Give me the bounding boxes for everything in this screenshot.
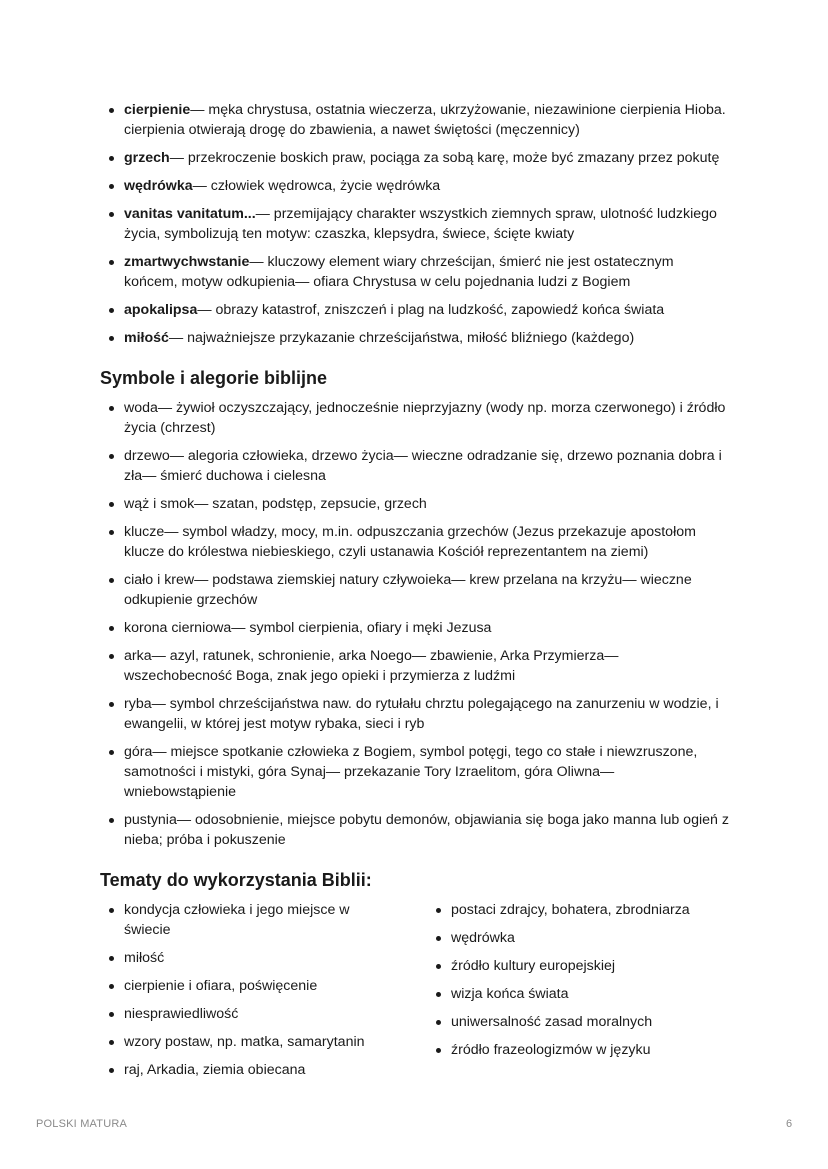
topics-columns [100,900,730,1088]
symbols-heading: Symbole i alegorie biblijne [100,368,328,388]
motif-item [100,252,730,292]
motif-term: cierpienie [124,102,191,118]
motif-description: — kluczowy element wiary chrześcijan, śmierć nie jest ostatecznym końcem, motyw odkupienia— ofiara Chrystusa w celu pojednania ludzi z Bogiem [124,254,674,290]
topic-item: wędrówka [427,928,727,948]
topic-item: uniwersalność zasad moralnych [427,1012,727,1032]
symbol-item: ciało i krew— podstawa ziemskiej natury czływoieka— krew przelana na krzyżu— wieczne odkupienie grzechów [100,570,730,610]
motif-item [100,328,730,348]
symbol-item: góra— miejsce spotkanie człowieka z Bogiem, symbol potęgi, tego co stałe i niewzruszone, samotności i mistyki, góra Synaj— przekazanie Tory Izraelitom, góra Oliwna— wniebowstąpienie [100,742,730,802]
motif-description: — najważniejsze przykazanie chrześcijaństwa, miłość bliźniego (każdego) [168,330,635,346]
motif-term: vanitas vanitatum... [124,206,256,222]
page-number: 6 [786,1118,793,1130]
motif-item [100,100,730,140]
topic-item: źródło frazeologizmów w języku [427,1040,727,1060]
symbol-item: drzewo— alegoria człowieka, drzewo życia— wieczne odradzanie się, drzewo poznania dobra i zła— śmierć duchowa i cielesna [100,446,730,486]
motif-term: grzech [124,150,170,166]
motif-item [100,176,730,196]
symbol-item: wąż i smok— szatan, podstęp, zepsucie, grzech [100,494,730,514]
topic-item: niesprawiedliwość [100,1004,427,1024]
motif-description: — obrazy katastrof, zniszczeń i plag na ludzkość, zapowiedź końca świata [197,302,665,318]
motif-description: — człowiek wędrowca, życie wędrówka [192,178,441,194]
motif-description: — przemijający charakter wszystkich ziemnych spraw, ulotność ludzkiego życia, symbolizują ten motyw: czaszka, klepsydra, świece, ścięte kwiaty [124,206,717,242]
topic-item: wzory postaw, np. matka, samarytanin [100,1032,427,1052]
motif-term: zmartwychwstanie [124,254,250,270]
motif-description: — męka chrystusa, ostatnia wieczerza, ukrzyżowanie, niezawinione cierpienia Hioba. cierpienia otwierają drogę do zbawienia, a nawet świętości (męczennicy) [124,102,726,138]
motif-term: apokalipsa [124,302,198,318]
symbol-item: arka— azyl, ratunek, schronienie, arka Noego— zbawienie, Arka Przymierza— wszechobecność Boga, znak jego opieki i przymierza z ludźmi [100,646,730,686]
symbol-item: pustynia— odosobnienie, miejsce pobytu demonów, objawiania się boga jako manna lub ogień z nieba; próba i pokuszenie [100,810,730,850]
motif-item [100,148,730,168]
motif-item [100,204,730,244]
motif-term: miłość [124,330,169,346]
symbol-item: ryba— symbol chrześcijaństwa naw. do rytułału chrztu polegającego na zanurzeniu w wodzie, i ewangelii, w której jest motyw rybaka, sieci i ryb [100,694,730,734]
topics-list-right [427,900,727,1088]
topic-item: cierpienie i ofiara, poświęcenie [100,976,427,996]
symbol-item: klucze— symbol władzy, mocy, m.in. odpuszczania grzechów (Jezus przekazuje apostołom klucze do królestwa niebieskiego, czyli ustanawia Kościół reprezentantem na ziemi) [100,522,730,562]
topics-list-left [100,900,427,1088]
topic-item: raj, Arkadia, ziemia obiecana [100,1060,427,1080]
page-content [100,100,730,1088]
topic-item: wizja końca świata [427,984,727,1004]
motif-term: wędrówka [124,178,193,194]
topics-heading: Tematy do wykorzystania Biblii: [100,870,372,890]
footer-title: POLSKI MATURA [36,1118,128,1130]
symbol-item: korona cierniowa— symbol cierpienia, ofiary i męki Jezusa [100,618,730,638]
topic-item: kondycja człowieka i jego miejsce w świecie [100,900,427,940]
symbol-item: woda— żywioł oczyszczający, jednocześnie nieprzyjazny (wody np. morza czerwonego) i źródło życia (chrzest) [100,398,730,438]
topic-item: miłość [100,948,427,968]
motif-description: — przekroczenie boskich praw, pociąga za sobą karę, może być zmazany przez pokutę [169,150,720,166]
symbols-list [100,398,730,850]
motifs-list [100,100,730,348]
topic-item: postaci zdrajcy, bohatera, zbrodniarza [427,900,727,920]
topic-item: źródło kultury europejskiej [427,956,727,976]
motif-item [100,300,730,320]
